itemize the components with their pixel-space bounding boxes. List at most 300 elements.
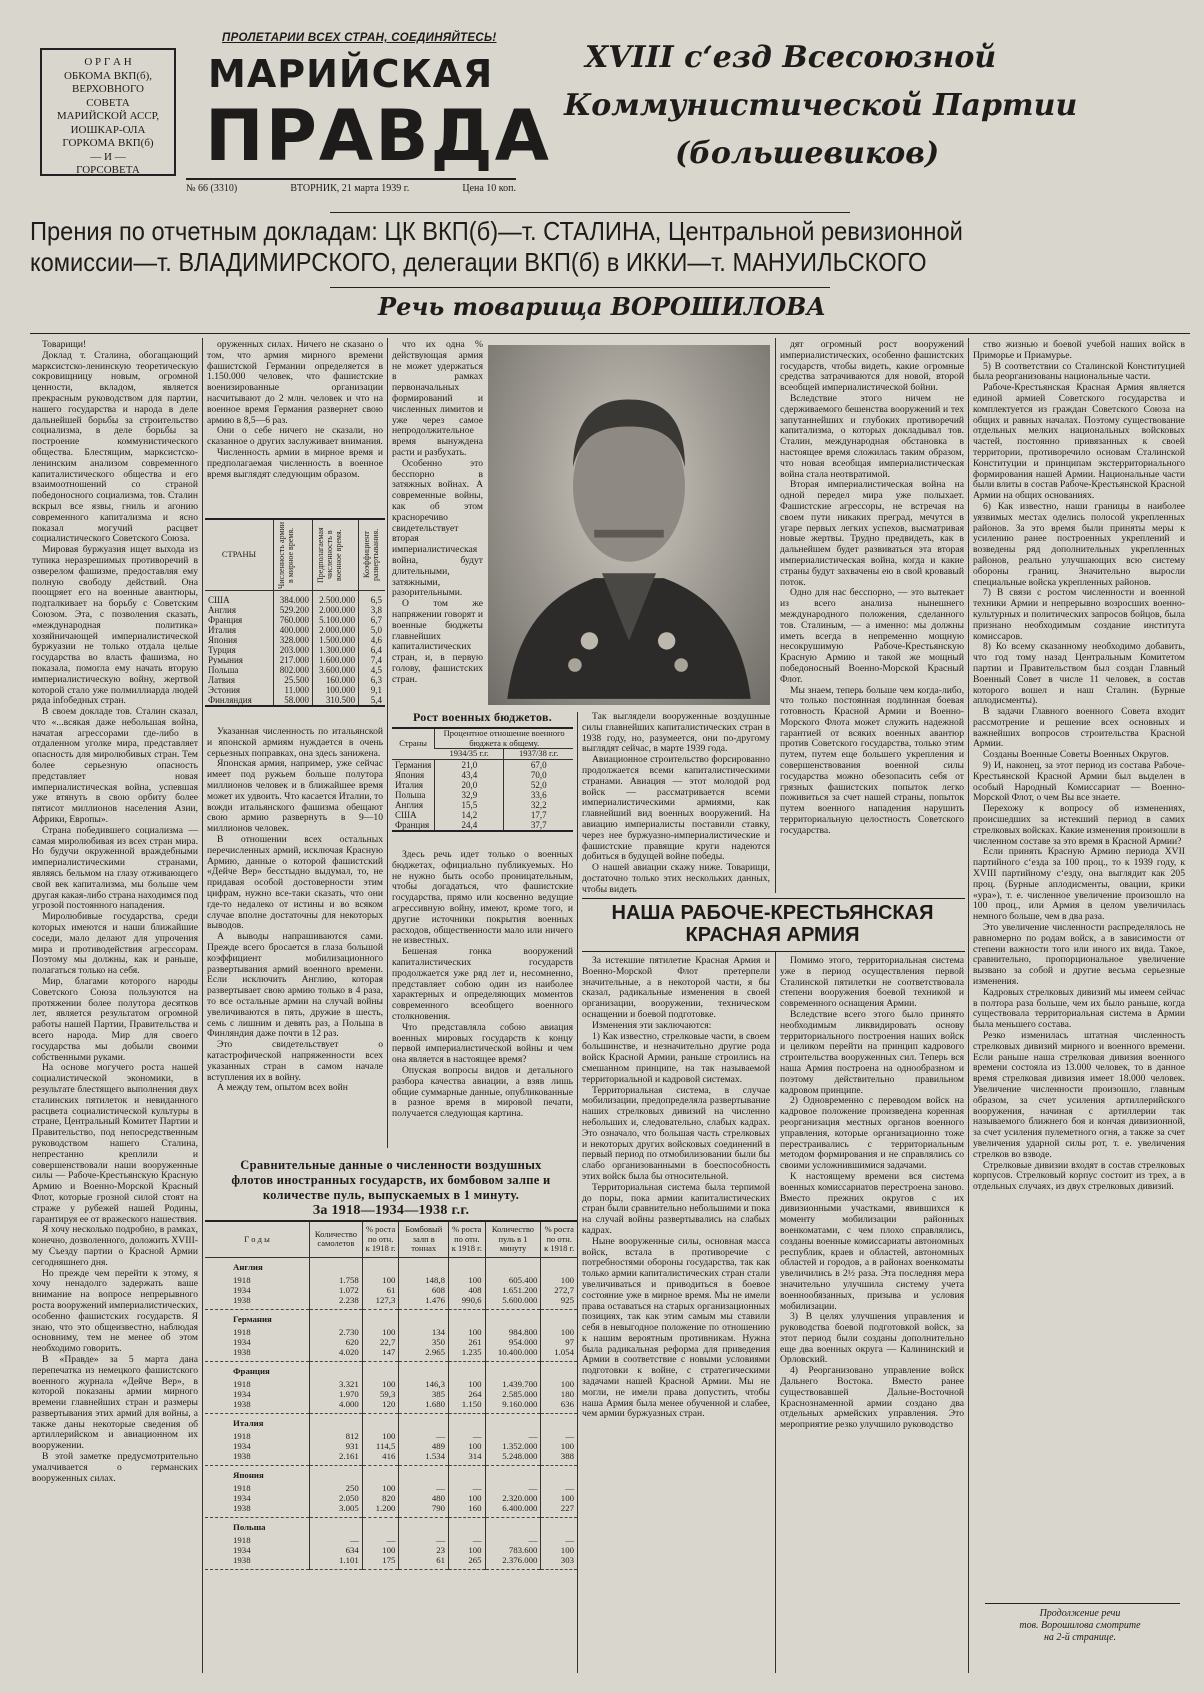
value: 1.072: [339, 1284, 359, 1295]
value-cell: [541, 1517, 577, 1569]
year: 1918: [233, 1326, 251, 1337]
paragraph: дят огромный рост вооружений империалистических, особенно фашистских государств, чтобы видеть, какие огромные средства затрачиваются для новой, второй всеобщей империалистической бойни.: [780, 339, 964, 394]
column-header: % роста по отн. к 1918 г.: [541, 1221, 577, 1257]
value: —: [472, 1534, 482, 1545]
paragraph: А выводы напрашиваются сами. Прежде всего бросается в глаза большой коэффициент мобилизационного развертывания армий военного времени. Если исключить Англию, которая развертывает свою армию только в 4 раза, то все остальные армии на случай войны увеличиваются в пять, дружие в шесть, семь с лишним и девять раз, а Польша в Финляндия даже почти в 12 раз.: [207, 931, 383, 1040]
paragraph: 3) В целях улучшения управления и руководства боевой подготовкой войск, за этот период были созданы дополнительно еще два военных округа — Калининский и Орловский.: [780, 1311, 964, 1366]
divider: [985, 1603, 1180, 1604]
paragraph: Мировая буржуазия ищет выхода из тупика неразрешимых противоречий в озверелом фашизме, предоставляя ему полную свободу действий. Она поощряет его на военные авантюры, подталкивает на борьбу с Советским Союзом. Эта, с позволения сказать, «международная политика» хозяйничающей империалистической буржуазии не только отдала целые государства во власть фашизма, но показала, помогла ему начать вторую империалистическую войну, жертвой которой стало уже полмиллиарда людей ряда infoбедных стран.: [32, 544, 198, 707]
value-cell: [485, 1465, 541, 1517]
publisher-line: — И —: [90, 150, 126, 163]
divider: [330, 287, 830, 288]
value: 954.000: [508, 1336, 538, 1347]
paragraph: Ныне вооруженные силы, основная масса войск, встала в противоречие с потребностями обороны государства, так как только армии капиталистических стран стали увеличиваться и приводиться в боевое состояние уже в мирное время. Мы не имели права оставаться на старых организационных позициях, так как этим самым мы ставили себя в невыгодное положение по отношению к нашим вероятным противникам. Нужна была радикальная реформа для приведения Армии в соответствие с новыми условиями подготовки к войне, с стратегическими задачами нашей Красной Армии. Мы не могли, не имели права допустить, чтобы наша Армия была менее обученной и слабее, чем армии буржуазных стран.: [582, 1235, 770, 1420]
paragraph: Резко изменилась штатная численность стрелковых дивизий мирного и военного времени. Если раньше наша стрелковая дивизия военного времени состояла из 13.000 человек, то в данное время стрелковая дивизия имеет 18.000 человек. Увеличение численности произошло, главным образом, за счет усиления артиллерийского вооружения, начиная с артиллерии так называемого ближнего боя и кончая дивизионной, за счет усиления пулеметного огня, а также за счет увеличения ударной силы рот, т. е. увеличения стрелков во взводе.: [973, 1030, 1185, 1160]
country-cell: Франция: [395, 819, 430, 830]
slogan: ПРОЛЕТАРИИ ВСЕХ СТРАН, СОЕДИНЯЙТЕСЬ!: [222, 32, 497, 44]
paragraph: Бешеная гонка вооружений капиталистических государств продолжается уже ряд лет и, несомненно, представляет собою один из наиболее характерных и определяющих моментов современного всеобщего военного столкновения.: [392, 946, 573, 1022]
country-cell: Италия: [208, 625, 237, 635]
value: 100: [560, 1378, 574, 1389]
column-header: Процентное отношение военного бюджета к общему.: [435, 729, 573, 749]
paragraph: 4) Реорганизовано управление войск Дальнего Востока. Вместо ранее существовавшей Дальне-Восточной Краснознаменной армии создано два отдельных армейских управления. Это мероприятие резко улучшило руководство: [780, 1365, 964, 1431]
value: 100: [560, 1274, 574, 1285]
value: 6.400.000: [502, 1502, 538, 1513]
value: 350: [431, 1336, 446, 1347]
value: 1.235: [461, 1346, 482, 1357]
table-cell: 24,4: [435, 820, 504, 831]
year: 1938: [233, 1502, 251, 1513]
portrait-photo: [488, 345, 770, 705]
country-cell: Польша: [208, 665, 239, 675]
year: 1934: [233, 1388, 251, 1399]
paragraph: 5) В соответствии со Сталинской Конституцией была реорганизованы национальные части.: [973, 360, 1185, 383]
value-cell: [541, 1465, 577, 1517]
value-cell: [362, 1413, 399, 1465]
value-cell: [449, 1257, 486, 1309]
note-line: тов. Ворошилова смотрите: [1019, 1620, 1141, 1631]
value: 1.200: [375, 1502, 396, 1513]
value-cell: [399, 1361, 449, 1413]
article-column-3-top: [392, 340, 483, 686]
divider: [582, 951, 965, 952]
table-cell: 9,1: [359, 685, 385, 695]
country-cell: [205, 1465, 310, 1517]
year: 1934: [233, 1492, 251, 1503]
value: 1.150: [461, 1398, 482, 1409]
country-name: Польша: [233, 1521, 266, 1532]
value-cell: [449, 1413, 486, 1465]
value-cell: [485, 1361, 541, 1413]
column-header: % роста по отн. к 1918 г.: [449, 1221, 486, 1257]
table-cell: 2.000.000: [312, 605, 358, 615]
column-header: 1937/38 г.г.: [504, 749, 573, 760]
paragraph: Авиационное строительство форсированно продолжается всеми капиталистическими странами. Авиация — этот молодой род войск — рассматривается всеми империалистическими армиями, как главнейший вид военных вооружений. На авиацию империалисты поставили ставку, через нее буржуазно-империалистические и фашистские правящие круги надеются добиться в будущей войне победы.: [582, 754, 770, 863]
value: 23: [436, 1544, 446, 1555]
value: 114,5: [375, 1440, 396, 1451]
congress-banner: [560, 34, 1078, 178]
country-cell: Финляндия: [208, 695, 252, 705]
value: 1.970: [339, 1388, 359, 1399]
country-cell: США: [395, 809, 417, 820]
value: 261: [468, 1336, 482, 1347]
table-title: [205, 1158, 577, 1218]
country-cell: Латвия: [208, 675, 236, 685]
country-name: Италия: [233, 1417, 264, 1428]
value-cell: [362, 1465, 399, 1517]
year: 1918: [233, 1534, 251, 1545]
paragraph: О том же напряжении говорят и военные бюджеты главнейших капиталистических стран, и, в первую голову, фашистских стран.: [392, 598, 483, 685]
table-cell: 52,0: [504, 780, 573, 790]
value: 100: [468, 1544, 482, 1555]
table-row: [205, 675, 385, 685]
value: 147: [382, 1346, 396, 1357]
value: 783.600: [508, 1544, 538, 1555]
value: 100: [560, 1326, 574, 1337]
column-header: Количество самолетов: [310, 1221, 363, 1257]
paragraph: К настоящему времени вся система военных комиссариатов перестроена заново. Вместо прежних округов с их дивизионными участками, явившихся к моменту мобилизации районных военкоматами, с чем плохо справлялись, созданы военные комиссариаты автономных республик, краев и областей, автономных областей и городов, а в районах военкоматы увеличились в 2½ раза. Эта последняя мера значительно улучшила систему учета военнообязанных, призыва и условия мобилизации.: [780, 1170, 964, 1312]
table-cell: 160.000: [312, 675, 358, 685]
column-header: 1934/35 г.г.: [435, 749, 504, 760]
publisher-line: ОБКОМА ВКП(б),: [63, 69, 153, 82]
article-column-6: [973, 340, 1185, 1193]
note-line: на 2-й странице.: [1043, 1632, 1117, 1643]
paragraph: Миролюбивые государства, среди которых имеются и наши ближайшие соседи, мало делают для упрочения мира и противодействия агрессорам. Поэтому мы должны, как и раньше, полагаться только на себя.: [32, 911, 198, 977]
value: 100: [382, 1378, 396, 1389]
country-name: Франция: [233, 1365, 270, 1376]
table-row: [392, 810, 573, 820]
publisher-line: ВЕРХОВНОГО: [72, 83, 144, 95]
paragraph: 8) Ко всему сказанному необходимо добавить, что год тому назад Центральным Комитетом партии и Правительством был создан Главный Военный Совет в числе 11 человек, в состав которого вошел и наш Сталин. (Бурные аплодисменты).: [973, 641, 1185, 707]
paragraph: Опуская вопросы видов и детального разбора качества авиации, а взяв лишь общие суммарные данные, опубликованные в разное время в мировой печати, получается следующая картина.: [392, 1064, 573, 1120]
issue-number: № 66 (3310): [186, 183, 238, 194]
table-row: [205, 605, 385, 615]
value: 272,7: [554, 1284, 574, 1295]
table-cell: 217.000: [274, 655, 313, 665]
table-cell: 37,7: [504, 820, 573, 831]
country-cell: Германия: [395, 759, 432, 770]
table-cell: 2.500.000: [312, 591, 358, 606]
paragraph: Мир, благами которого народы Советского Союза пользуются на протяжении более полутора десятков лет, является результатом огромной работы нашей Партии, Правительства и всего народа. Мир для своего государства мы добыли своими собственными руками.: [32, 976, 198, 1063]
value-cell: [449, 1465, 486, 1517]
paragraph: Вторая империалистическая война на одной передел мира уже полыхает. Фашистские агрессоры, не встречая на своем пути никаких преград, мечутся в угаре первых легких успехов, высматривая новые жертвы. Трудно предвидеть, как в дальнейшем будет развиваться эта вторая империалистическая война, когда и какие страны будут захвачены ею в свой кровавый поток.: [780, 479, 964, 588]
publisher-line: ГОРСОВЕТА: [76, 164, 140, 176]
table-cell: 5,0: [359, 625, 385, 635]
value: 2.050: [339, 1492, 359, 1503]
table-cell: 20,0: [435, 780, 504, 790]
column-header: Численность армии в мирное время.: [277, 521, 295, 589]
portrait-silhouette-icon: [488, 345, 770, 705]
air-fleet-table: [205, 1158, 577, 1570]
table-cell: 32,9: [435, 790, 504, 800]
paragraph: Территориальная система, в случае мобилизации, предопределяла развертывание наших стрелковых дивизий на численно небольших и, следовательно, слабых кадрах. Это означало, что большая часть стрелковых и некоторых других войсковых соединений в первый период по отмобилизовании были бы слабо организованными в боеспособность этих войск была бы относительной.: [582, 1084, 770, 1182]
title-line: флотов иностранных государств, их бомбовом залпе и: [231, 1173, 551, 1187]
value: 250: [345, 1482, 359, 1493]
value: 100: [468, 1492, 482, 1503]
value: 314: [468, 1450, 482, 1461]
table-cell: 6,5: [359, 591, 385, 606]
value: 100: [468, 1378, 482, 1389]
issue-price: Цена 10 коп.: [462, 183, 516, 194]
section-heading: [580, 902, 965, 946]
article-column-2-top: [207, 340, 383, 480]
table-cell: 58.000: [274, 695, 313, 705]
column-rule: [202, 338, 203, 1673]
value: 1.758: [339, 1274, 359, 1285]
table-row: [392, 759, 573, 770]
paragraph: 6) Как известно, наши границы в наиболее уязвимых местах оделись полосой укрепленных районов. За это время были приняты меры к усилению ранее построенных укреплений и возведены ряд дополнительных укрепленных районов, реально улучшающих всю систему обороны границ. Значительно выросли специальные войска укрепленных районов.: [973, 500, 1185, 588]
paragraph: Вследствие этого ничем не сдерживаемого бешенства вооружений и тех запутаннейших и глубоких противоречий капитализма, о которых докладывал тов. Сталин, международная обстановка в настоящее время сложилась таким образом, что новая всеобщая империалистическая война стала неотвратимой.: [780, 392, 964, 480]
value-cell: [310, 1517, 363, 1569]
value: 120: [382, 1398, 396, 1409]
paragraph: оруженных силах. Ничего не сказано о том, что армия мирного времени фашистской Германии определяется в 1.150.000 человек, что фашистские военизированные организации насчитывают до 2 млн. человек и что на военное время Германия развернет свою армию в 8,5—6 раз.: [207, 339, 383, 426]
value: 3.005: [339, 1502, 359, 1513]
issue-date: ВТОРНИК, 21 марта 1939 г.: [290, 183, 410, 194]
value: 388: [560, 1450, 574, 1461]
paragraph: Это свидетельствует о катастрофической напряженности всех указанных стран в самом начале вступления их в войну.: [207, 1039, 383, 1083]
paragraph: В этой заметке предусмотрительно умалчивается о германских вооруженных силах.: [32, 1451, 198, 1484]
value-cell: [485, 1517, 541, 1569]
table-cell: 70,0: [504, 770, 573, 780]
value: —: [436, 1430, 446, 1441]
paragraph: Так выглядели вооруженные воздушные силы главнейших капиталистических стран в 1938 году, но, разумеется, они по-другому выглядят сейчас, в марте 1939 года.: [582, 711, 770, 755]
value: 160: [468, 1502, 482, 1513]
table-row: [205, 645, 385, 655]
country-cell: Франция: [208, 615, 243, 625]
country-cell: Румыния: [208, 655, 243, 665]
value: 9.160.000: [502, 1398, 538, 1409]
paragraph: В отношении всех остальных перечисленных армий, исключая Красную Армию, данные о которой фашистский «Дейче Вер» бесстыдно выдумал, то, не придавая особой достоверности этим цифрам, нужно все-таки сказать, что они где-то недалеко от истины и во всяком случае вполне достаточны для некоторых выводов.: [207, 833, 383, 932]
table-cell: 760.000: [274, 615, 313, 625]
value: —: [565, 1430, 574, 1441]
value-cell: [485, 1413, 541, 1465]
year: 1918: [233, 1274, 251, 1285]
value: 820: [382, 1492, 396, 1503]
table-cell: 5,4: [359, 695, 385, 705]
value: 4.020: [339, 1346, 359, 1357]
table-row-group: [205, 1413, 577, 1465]
paragraph: О нашей авиации скажу ниже. Товарищи, достаточно только этих нескольких данных, чтобы видеть: [582, 862, 770, 895]
paragraph: Это увеличение численности распределялось не равномерно по родам войск, а в зависимости от степени важности того или иного их вида. Такое, сравнительно, пропорциональное увеличение вызвано за собой и другие весьма серьезные изменения.: [973, 922, 1185, 988]
country-cell: Англия: [208, 605, 236, 615]
value-cell: [541, 1361, 577, 1413]
value: 385: [431, 1388, 446, 1399]
value-cell: [362, 1257, 399, 1309]
value: —: [436, 1482, 446, 1493]
column-header: Страны: [392, 729, 435, 759]
table-cell: 14,2: [435, 810, 504, 820]
column-header: Бомбовый залп в тоннах: [399, 1221, 449, 1257]
value: 100: [382, 1326, 396, 1337]
value-cell: [449, 1361, 486, 1413]
table-row: [205, 615, 385, 625]
paragraph: Вследствие всего этого было принято необходимым ликвидировать основу территориального построения наших войск и целиком перейти на принцип кадрового строительства вооруженных сил. Теперь вся наша Армия построена на однообразном и поэтому действительно правильном кадровом принципе.: [780, 1008, 964, 1096]
publisher-line: ГОРКОМА ВКП(б): [62, 137, 154, 149]
paragraph: Если принять Красную Армию периода XVII партийного с‘езда за 100 проц., то к 1939 году, к XVIII партийному с‘езду, она выглядит как 205 проц. (Бурные аплодисменты, овации, крики «ура»), т. е. численное увеличение произошло на 100 проц., или Армия в целом увеличилась немного больше, чем в два раза.: [973, 846, 1185, 923]
value: 175: [382, 1554, 396, 1565]
value: 634: [345, 1544, 359, 1555]
article-column-5-top: [780, 340, 964, 837]
table-cell: 100.000: [312, 685, 358, 695]
value: 97: [565, 1336, 574, 1347]
paragraph: Они о себе ничего не сказали, но сказанное о других заслуживает внимания.: [207, 425, 383, 448]
continuation-note: [975, 1608, 1185, 1644]
paragraph: Перехожу к вопросу об изменениях, происшедших за истекший период в самих стрелковых войсках. Какие изменения произошли в численном составе за это время в Красной Армии?: [973, 803, 1185, 847]
table-row-group: [205, 1361, 577, 1413]
value: —: [350, 1534, 359, 1545]
table-row: [392, 790, 573, 800]
value-cell: [399, 1309, 449, 1361]
value: 264: [468, 1388, 482, 1399]
value-cell: [362, 1309, 399, 1361]
value: 1.680: [425, 1398, 446, 1409]
value: 416: [382, 1450, 396, 1461]
title-line: За 1918—1934—1938 г.г.: [312, 1203, 470, 1218]
value: 10.400.000: [497, 1346, 538, 1357]
table-cell: 4,5: [359, 665, 385, 675]
country-cell: Эстония: [208, 685, 241, 695]
value: 127,3: [375, 1294, 396, 1305]
table-row: [392, 820, 573, 831]
value-cell: [310, 1413, 363, 1465]
table-cell: 1.500.000: [312, 635, 358, 645]
publisher-line: СОВЕТА: [86, 96, 130, 109]
country-cell: Турция: [208, 645, 236, 655]
value: 100: [560, 1544, 574, 1555]
value: 180: [560, 1388, 574, 1399]
value: 134: [431, 1326, 446, 1337]
value: 1.651.200: [502, 1284, 538, 1295]
paragraph: Но прежде чем перейти к этому, я хочу ненадолго задержать ваше внимание на вопросе непрерывного роста вооружений империалистических, особенно фашистских государств. Я знаю, что это общеизвестно, наблюдая основниму, тем не менее об этом необходимо говорить.: [32, 1267, 198, 1355]
table-cell: 400.000: [274, 625, 313, 635]
paragraph: Особенно это бесспорно в затяжных войнах. А современные войны, как об этом красноречиво свидетельствует вторая империалистическая война, будут длительными, затяжными, разорительными.: [392, 457, 483, 599]
congress-line: Коммунистической Партии: [564, 88, 1078, 123]
table-row: [205, 695, 385, 705]
paragraph: 1) Как известно, стрелковые части, в своем большинстве, и незначительно другие рода войск Красной Армии, раньше строились на смешанном принципе, на так называемой территориальной и кадровой системах.: [582, 1030, 770, 1085]
value: 5.248.000: [502, 1450, 538, 1461]
column-rule: [387, 338, 388, 1148]
table-row: [205, 685, 385, 695]
article-column-1: [32, 340, 198, 1484]
column-rule: [775, 952, 776, 1673]
military-budget-table: [392, 710, 573, 832]
table-row: [205, 635, 385, 645]
table-cell: 17,7: [504, 810, 573, 820]
paragraph: Указанная численность по итальянской и японской армиям нуждается в очень серьезных поправках, она здесь занижена.: [207, 726, 383, 759]
column-header: Г о д ы: [205, 1221, 310, 1257]
value: —: [528, 1430, 538, 1441]
paragraph: Численность армии в мирное время и предполагаемая численность в военное время выглядят следующим образом.: [207, 446, 383, 480]
country-name: Япония: [233, 1469, 264, 1480]
value: 59,3: [379, 1388, 396, 1399]
table-row-group: [205, 1257, 577, 1309]
divider: [30, 333, 1190, 334]
value-cell: [310, 1465, 363, 1517]
value: 620: [345, 1336, 359, 1347]
value-cell: [449, 1309, 486, 1361]
table-cell: 1.600.000: [312, 655, 358, 665]
table-cell: 1.300.000: [312, 645, 358, 655]
value-cell: [399, 1257, 449, 1309]
value: 2.161: [339, 1450, 359, 1461]
paragraph: Одно для нас бесспорно, — это вытекает из всего анализа нынешнего международного положения, сделанного тов. Сталиным, — а именно: мы должны иметь всегда в непременно мощную несокрушимую Рабоче-Крестьянскую Красную Армию и такой же мощный победоносный Военно-Морской Красный Флот.: [780, 587, 964, 685]
country-name: Германия: [233, 1313, 272, 1324]
value: 4.000: [339, 1398, 359, 1409]
year: 1918: [233, 1482, 251, 1493]
year: 1934: [233, 1544, 251, 1555]
value-cell: [449, 1517, 486, 1569]
paragraph: Помимо этого, территориальная система уже в период осуществления первой Сталинской пятилетки не соответствовала степени вооружения боевой техникой и современного оснащения Армии.: [780, 955, 964, 1010]
table-cell: 33,6: [504, 790, 573, 800]
table-cell: 6,3: [359, 675, 385, 685]
paragraph: Товарищи!: [42, 339, 87, 350]
value-cell: [310, 1257, 363, 1309]
speech-title: Речь товарища ВОРОШИЛОВА: [378, 292, 826, 321]
value: 22,7: [379, 1336, 396, 1347]
column-header: Количество пуль в 1 минуту: [485, 1221, 541, 1257]
year: 1938: [233, 1554, 251, 1565]
column-header: Коэффициент развертывания.: [362, 528, 381, 582]
paragraph: 7) В связи с ростом численности и военной техники Армии и непрерывно возросших военно-культурных и политических запросов бойцов, была признано необходимым создание института комиссаров.: [973, 587, 1185, 642]
value-cell: [541, 1413, 577, 1465]
paragraph: Рабоче-Крестьянская Красная Армия является единой армией Советского государства и комплектуется из граждан Советского Союза на общих и равных началах. Поэтому существование отдельных мелких национальных войсковых частей, постоянно привязанных к своей территории, противоречило основам Сталинской Конституции и принципам экстерриториального формирования нашей Армии. Национальные части были влиты в состав Рабоче-Крестьянской Красной Армии на общих основаниях.: [973, 382, 1185, 502]
value: 2.320.000: [502, 1492, 538, 1503]
value: 1.054: [554, 1346, 574, 1357]
paragraph: Здесь речь идет только о военных бюджетах, официально публикуемых. Но не нужно быть особо проницательным, чтобы догадаться, что фашистские государства, прямо или косвенно ведущие агрессивную войну, имеют, кроме того, и другие источники покрытия военных расходов, общественности мало или ничего не известных.: [392, 849, 573, 947]
value: 1.534: [425, 1450, 446, 1461]
paragraph: Страна победившего социализма — самая миролюбивая из всех стран мира. Но будучи окруженной враждебными империалистическими странами, являясь бельмом на глазу отживающего свой век капитализма, мы больше чем другая какая-либо страна находимся под угрозой постоянного нападения.: [32, 824, 198, 912]
value: —: [436, 1534, 446, 1545]
table-cell: 25.500: [274, 675, 313, 685]
year: 1934: [233, 1440, 251, 1451]
table-row: [392, 770, 573, 780]
table-cell: 15,5: [435, 800, 504, 810]
value: 61: [386, 1284, 396, 1295]
country-cell: Польша: [395, 789, 426, 800]
value-cell: [362, 1517, 399, 1569]
value: 100: [382, 1482, 396, 1493]
article-column-3-bottom: [392, 850, 573, 1120]
table-cell: 21,0: [435, 759, 504, 770]
article-column-4-top: [582, 712, 770, 896]
table-row: [205, 625, 385, 635]
value: 608: [431, 1284, 446, 1295]
value: 1.439.700: [502, 1378, 538, 1389]
paragraph: Территориальная система была терпимой до поры, пока армии капиталистических стран были сравнительно небольшими и пока на случай войны развертывались на слабых кадрах.: [582, 1181, 770, 1236]
main-headline: [30, 216, 1086, 278]
heading-line: НАША РАБОЧЕ-КРЕСТЬЯНСКАЯ: [611, 902, 934, 924]
country-cell: [205, 1413, 310, 1465]
heading-line: КРАСНАЯ АРМИЯ: [685, 924, 860, 946]
value-cell: [399, 1413, 449, 1465]
congress-line: XVIII с‘езд Всесоюзной: [585, 40, 997, 75]
paragraph: 9) И, наконец, за этот период из состава Рабоче-Крестьянской Красной Армии был выделен в особый Народный Комиссариат — Военно-Морской Флот, о чем Вы все знаете.: [973, 760, 1185, 804]
table-cell: 802.000: [274, 665, 313, 675]
headline-line: комиссии—т. ВЛАДИМИРСКОГО, делегации ВКП(б) в ИККИ—т. МАНУИЛЬСКОГО: [30, 247, 927, 277]
country-cell: Италия: [395, 779, 424, 790]
year: 1938: [233, 1294, 251, 1305]
paragraph: На основе могучего роста нашей социалистической экономики, в результате блестящего выполнения двух сталинских пятилеток и невиданного расцвета социалистической культуры в стране, Центральный Комитет Партии и Правительство, под непосредственным руководством нашего Сталина, непрестанно креплили и совершенствовали наши вооруженные силы — Рабоче-Крестьянскую Красную Армию и Военно-Морской Красный Флот, которые грозной силой стоят на страже у рубежей нашей Родины, гарантируя ее от вражеского нашествия.: [32, 1062, 198, 1225]
paragraph: Я хочу несколько подробно, в рамках, конечно, дозволенного, доложить XVIII-му Съезду партии о Красной Армии сегодняшнего дня.: [32, 1224, 198, 1268]
table-cell: 2.000.000: [312, 625, 358, 635]
year: 1938: [233, 1450, 251, 1461]
value: 100: [468, 1326, 482, 1337]
column-rule: [968, 338, 969, 1673]
value: —: [565, 1482, 574, 1493]
year: 1918: [233, 1430, 251, 1441]
publisher-line: ИОШКАР-ОЛА: [70, 123, 146, 136]
publisher-box: [40, 48, 176, 176]
paragraph: ство жизнью и боевой учебой наших войск в Приморье и Приамурье.: [973, 339, 1185, 361]
value: —: [528, 1534, 538, 1545]
issue-info-line: [186, 178, 516, 194]
note-line: Продолжение речи: [1039, 1608, 1121, 1619]
title-line: количестве пуль, выпускаемых в 1 минуту.: [262, 1188, 520, 1202]
value: 2.965: [425, 1346, 446, 1357]
value-cell: [362, 1361, 399, 1413]
value: —: [386, 1534, 396, 1545]
value-cell: [541, 1257, 577, 1309]
publisher-line: МАРИЙСКОЙ АССР,: [56, 110, 160, 122]
table-cell: 203.000: [274, 645, 313, 655]
value: 100: [468, 1274, 482, 1285]
value: 61: [436, 1554, 446, 1565]
table-row-group: [205, 1309, 577, 1361]
value-cell: [541, 1309, 577, 1361]
table-row: [205, 591, 385, 606]
value: 100: [382, 1430, 396, 1441]
article-column-5-bottom: [780, 956, 964, 1431]
table-cell: 5.100.000: [312, 615, 358, 625]
